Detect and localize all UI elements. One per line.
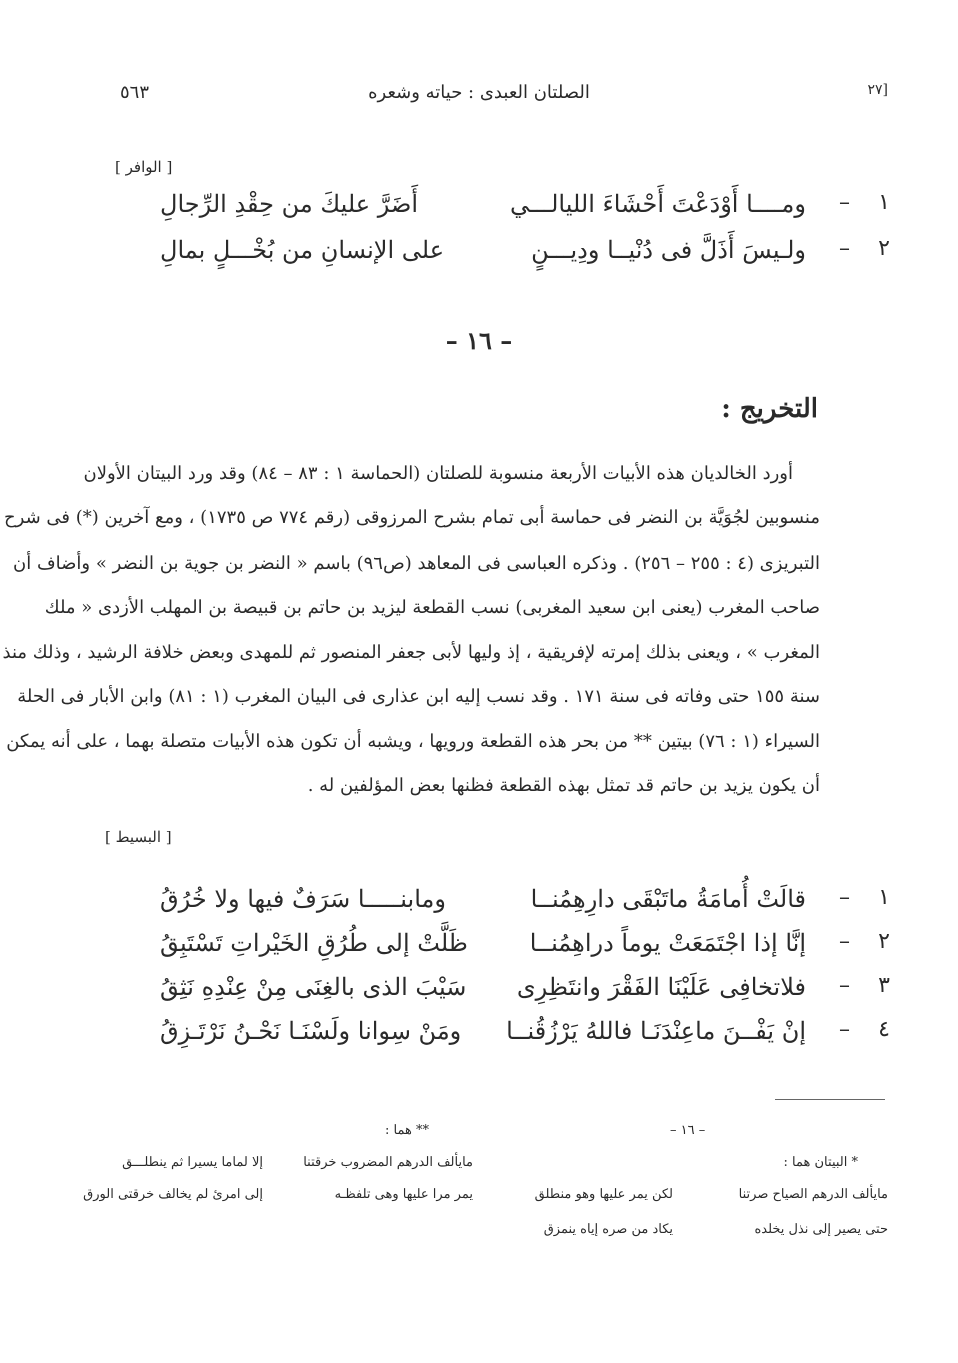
footnote-title-right: * البيتان هما : (783, 1155, 858, 1170)
verse-line (160, 885, 890, 929)
paragraph-line: أورد الخالديان هذه الأبيات الأربعة منسوبة للصلتان (الحماسة ١ : ٨٣ – ٨٤) وقد ورد البيتان الأولان (83, 463, 793, 484)
hemistich-first: ولـيسَ أَذَلَّ فى دُنْيــا ودِيـــنٍ (531, 236, 806, 264)
footnote-verse: مايألف الدرهم المضروب خرقتنا (303, 1155, 473, 1170)
hemistich-second: ظَلَّتْ إلى طُرُقِ الخَيْراتِ تَسْتَبِقُ (160, 929, 468, 957)
footnote-rule (775, 1099, 885, 1100)
verse-dash: – (839, 236, 850, 261)
footnote-verse: يكاد من صره إياه ينمزق (543, 1222, 673, 1237)
paragraph-line: صاحب المغرب (يعنى ابن سعيد المغربى) نسب القطعة ليزيد بن حاتم بن قبيصة بن المهلب الأزدى « ملك (44, 597, 820, 618)
hemistich-first: قالَتْ أُمامَةُ ماتَبْقَى دارِهِمُنــا (530, 885, 806, 913)
hemistich-second: سَيْبَ الذى بالغِنَى مِنْ عِنْدِهِ نَثِقُ (160, 973, 467, 1001)
chapter-ref: [٢٧ (867, 82, 888, 98)
paragraph-line: أن يكون يزيد بن حاتم قد تمثل بهذه القطعة فظنها بعض المؤلفين له . (307, 775, 820, 796)
meter-label: [ البسيط ] (105, 828, 172, 846)
hemistich-first: فلاتخافِى عَلَيْنَا الفَقْرَ وانتَظِرِى (516, 973, 806, 1001)
section-number: – ١٦ – (445, 326, 513, 355)
verse-dash: – (839, 885, 850, 910)
footnote-verse: إلى امرئ لم يخالف خرقتى الورق (83, 1187, 263, 1202)
footnote-verse: لكن يمر عليها وهو منطلق (534, 1187, 673, 1202)
footnote-verse: مايألف الدرهم الصياح صرتنا (738, 1187, 888, 1202)
verse-number: ٣ (878, 973, 890, 998)
paragraph-line: المغرب » ، ويعنى بذلك إمرته لإفريقية ، إذ وليها لأبى جعفر المنصور ثم للمهدى وبعض خلافة الرشيد ، وذلك منذ (2, 642, 820, 663)
verse-line (160, 973, 890, 1017)
verse-dash: – (839, 1017, 850, 1042)
verse-dash: – (839, 929, 850, 954)
hemistich-first: ومــــا أَوْدَعْتَ أَحْشَاءَ الليالـــي (509, 190, 806, 218)
running-title: الصلتان العبدى : حياته وشعره (368, 82, 590, 103)
footnote-verse: حتى يصير إلى نذل يخلده (754, 1222, 888, 1237)
hemistich-second: على الإنسانِ من بُخْـــلٍ بمالِ (160, 236, 445, 264)
paragraph-line: سنة ١٥٥ حتى وفاته فى سنة ١٧١ . وقد نسب إليه ابن عذارى فى البيان المغرب (١ : ٨١) وابن الأبار فى الحلة (17, 686, 820, 707)
verse-line (160, 1017, 890, 1061)
verse-number: ١ (878, 885, 890, 910)
hemistich-second: أَضَرَّ عليكَ من حِقْدِ الرِّجالِ (160, 190, 419, 218)
footnote-page-number: – ١٦ – (670, 1123, 706, 1138)
paragraph-line: السيراء (١ : ٧٦) بيتين ** من بحر هذه القطعة ورويها ، ويشبه أن تكون هذه الأبيات متصلة بهما ، على أنه يمكن (6, 731, 820, 752)
verse-dash: – (839, 190, 850, 215)
paragraph-line: منسوبين لجُوَيَّة بن النضر فى حماسة أبى تمام بشرح المرزوقى (رقم ٧٧٤ ص ١٧٣٥) ، ومع آخرين (*) فى شرح (4, 507, 820, 528)
hemistich-second: ومابنـــــا سَرَفٌ فيها ولا خُرُقُ (160, 885, 446, 913)
section-heading: التخريج : (721, 394, 818, 424)
footnote-verse: إلا لماما يسيرا ثم ينطلـــق (122, 1155, 263, 1170)
verse-dash: – (839, 973, 850, 998)
hemistich-second: ومَنْ سِوانا ولَسْنَـا نَحْـنُ نَرْتَـزِقُ (160, 1017, 462, 1045)
meter-label: [ الوافر ] (115, 158, 173, 176)
verse-line (160, 236, 890, 280)
page-number: ٥٦٣ (120, 82, 150, 103)
footnote-title-left: ** هما : (385, 1123, 429, 1138)
hemistich-first: إنَّا إذا اجْتَمَعَتْ يوماً دراهِمُنــا (529, 929, 806, 957)
verse-number: ١ (878, 190, 890, 215)
verse-number: ٢ (878, 236, 890, 261)
verse-number: ٤ (878, 1017, 890, 1042)
hemistich-first: إنْ يَفْــنَ ماعِنْدَنَـا فاللهُ يَرْزُقُنــا (506, 1017, 806, 1045)
verse-line (160, 190, 890, 234)
footnote-verse: يمر مرا عليها وهى تلفظـه (334, 1187, 473, 1202)
paragraph-line: التبريزى (٤ : ٢٥٥ – ٢٥٦) . وذكره العباسى فى المعاهد (ص٩٦) باسم « النضر بن جوية بن النضر » وأضاف أن (13, 553, 820, 574)
verse-line (160, 929, 890, 973)
verse-number: ٢ (878, 929, 890, 954)
